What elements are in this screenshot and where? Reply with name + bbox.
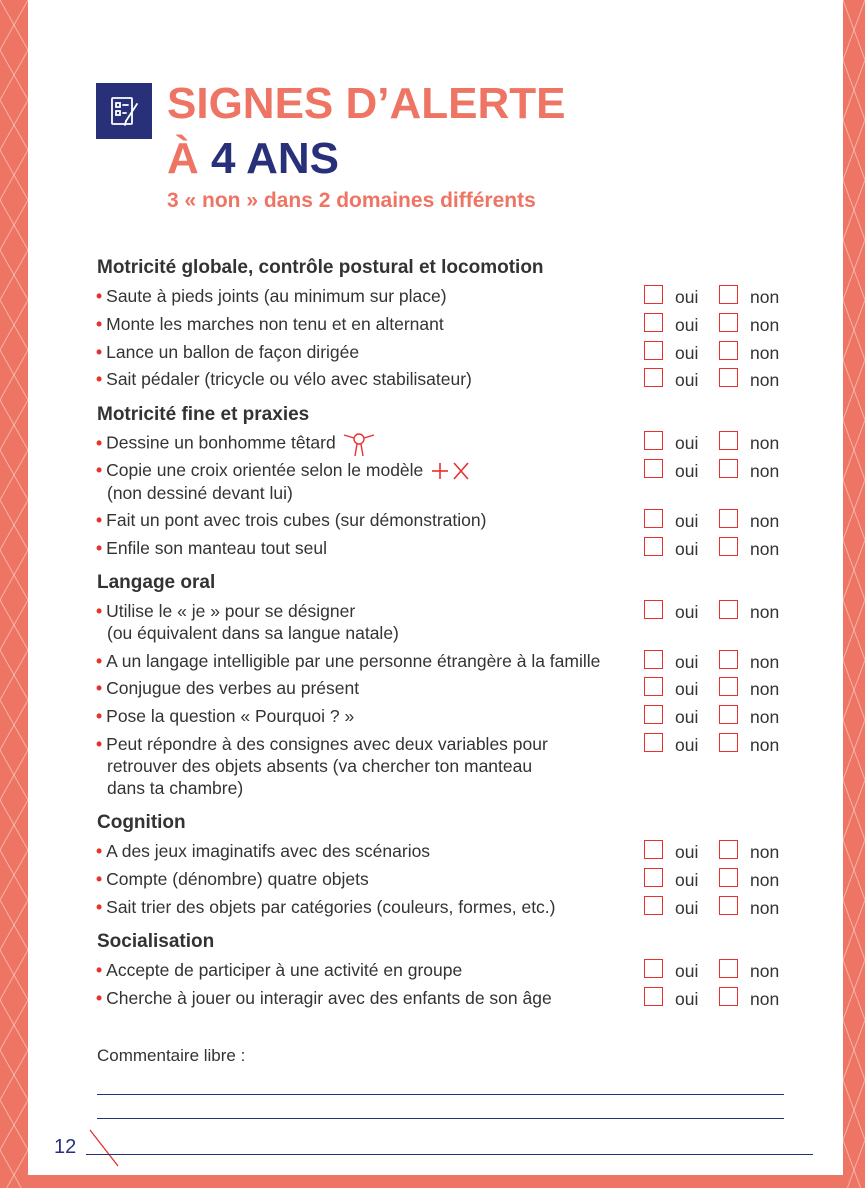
oui-label: oui (675, 652, 699, 672)
oui-checkbox[interactable] (644, 285, 663, 304)
non-checkbox[interactable] (719, 459, 738, 478)
checklist-item (96, 537, 816, 563)
item-label-continued: dans ta chambre) (107, 778, 244, 798)
page-number: 12 (54, 1136, 77, 1158)
item-label: A un langage intelligible par une personne étrangère à la famille (106, 651, 601, 671)
non-label: non (750, 287, 780, 307)
non-checkbox[interactable] (719, 341, 738, 360)
checklist-item (96, 733, 816, 798)
title-age: 4 ANS (211, 134, 339, 183)
checklist-item (96, 509, 816, 535)
non-label: non (750, 461, 780, 481)
oui-checkbox[interactable] (644, 431, 663, 450)
checklist-item (96, 840, 816, 866)
section-title: Motricité fine et praxies (97, 404, 310, 425)
section-title: Langage oral (97, 572, 216, 593)
item-text (96, 959, 641, 981)
item-text (96, 368, 641, 390)
item-label-continued: retrouver des objets absents (va chercher ton manteau (107, 756, 533, 776)
non-checkbox[interactable] (719, 705, 738, 724)
oui-checkbox[interactable] (644, 600, 663, 619)
checklist-item (96, 705, 816, 731)
bullet-icon: • (96, 369, 103, 389)
item-label: Cherche à jouer ou interagir avec des enfants de son âge (106, 988, 552, 1008)
bullet-icon: • (96, 314, 103, 334)
oui-checkbox[interactable] (644, 733, 663, 752)
item-text (96, 840, 641, 862)
item-text (96, 341, 641, 363)
section-title: Socialisation (97, 931, 215, 952)
non-label: non (750, 870, 780, 890)
oui-checkbox[interactable] (644, 341, 663, 360)
non-checkbox[interactable] (719, 840, 738, 859)
oui-checkbox[interactable] (644, 840, 663, 859)
oui-checkbox[interactable] (644, 705, 663, 724)
non-label: non (750, 989, 780, 1009)
oui-label: oui (675, 539, 699, 559)
item-text (96, 600, 641, 644)
comment-line[interactable] (97, 1094, 784, 1095)
checklist-item (96, 677, 816, 703)
oui-label: oui (675, 707, 699, 727)
bullet-icon: • (96, 510, 103, 530)
oui-label: oui (675, 898, 699, 918)
non-label: non (750, 539, 780, 559)
item-label: Saute à pieds joints (au minimum sur place) (106, 286, 447, 306)
section-title: Motricité globale, contrôle postural et locomotion (97, 257, 544, 278)
oui-label: oui (675, 870, 699, 890)
non-checkbox[interactable] (719, 677, 738, 696)
non-checkbox[interactable] (719, 868, 738, 887)
non-label: non (750, 735, 780, 755)
item-label: Sait pédaler (tricycle ou vélo avec stabilisateur) (106, 369, 472, 389)
item-label: A des jeux imaginatifs avec des scénarios (106, 841, 431, 861)
item-label: Fait un pont avec trois cubes (sur démonstration) (106, 510, 487, 530)
oui-checkbox[interactable] (644, 868, 663, 887)
non-checkbox[interactable] (719, 733, 738, 752)
checklist-item (96, 896, 816, 922)
non-checkbox[interactable] (719, 285, 738, 304)
item-label: Conjugue des verbes au présent (106, 678, 360, 698)
oui-label: oui (675, 511, 699, 531)
non-label: non (750, 707, 780, 727)
non-label: non (750, 652, 780, 672)
checklist-item (96, 959, 816, 985)
non-label: non (750, 511, 780, 531)
footer-line (86, 1154, 813, 1155)
non-checkbox[interactable] (719, 313, 738, 332)
non-checkbox[interactable] (719, 537, 738, 556)
item-label: Utilise le « je » pour se désigner (106, 601, 356, 621)
oui-label: oui (675, 370, 699, 390)
oui-checkbox[interactable] (644, 959, 663, 978)
bullet-icon: • (96, 538, 103, 558)
comment-label: Commentaire libre : (97, 1046, 246, 1065)
bullet-icon: • (96, 601, 103, 621)
checklist-item (96, 650, 816, 676)
non-label: non (750, 433, 780, 453)
bullet-icon: • (96, 706, 103, 726)
oui-checkbox[interactable] (644, 987, 663, 1006)
item-label: Accepte de participer à une activité en groupe (106, 960, 463, 980)
item-text (96, 313, 641, 335)
bullet-icon: • (96, 960, 103, 980)
comment-line[interactable] (97, 1118, 784, 1119)
bullet-icon: • (96, 897, 103, 917)
checklist-item (96, 431, 816, 457)
non-checkbox[interactable] (719, 987, 738, 1006)
checklist-item (96, 313, 816, 339)
oui-label: oui (675, 961, 699, 981)
checklist-item (96, 868, 816, 894)
bullet-icon: • (96, 432, 103, 453)
bullet-icon: • (96, 286, 103, 306)
item-label: Enfile son manteau tout seul (106, 538, 327, 558)
checklist-icon (96, 83, 152, 139)
oui-label: oui (675, 602, 699, 622)
checklist-item (96, 285, 816, 311)
item-text (96, 733, 641, 799)
oui-checkbox[interactable] (644, 459, 663, 478)
oui-label: oui (675, 989, 699, 1009)
item-text (96, 677, 641, 699)
item-label: Monte les marches non tenu et en alternant (106, 314, 444, 334)
checklist-item (96, 987, 816, 1013)
non-checkbox[interactable] (719, 896, 738, 915)
bullet-icon: • (96, 988, 103, 1008)
item-label: Copie une croix orientée selon le modèle (106, 460, 424, 480)
non-label: non (750, 370, 780, 390)
bullet-icon: • (96, 841, 103, 861)
footer-slash-mark (88, 1128, 120, 1168)
left-decorative-border (0, 0, 28, 1188)
oui-label: oui (675, 433, 699, 453)
non-checkbox[interactable] (719, 600, 738, 619)
item-text (96, 705, 641, 727)
non-checkbox[interactable] (719, 368, 738, 387)
item-text (96, 868, 641, 890)
oui-label: oui (675, 343, 699, 363)
item-text (96, 285, 641, 307)
non-checkbox[interactable] (719, 431, 738, 450)
checklist-item (96, 600, 816, 643)
section-title: Cognition (97, 812, 186, 833)
item-text (96, 650, 641, 672)
checklist-item (96, 368, 816, 394)
tadpole-figure-icon (342, 431, 376, 457)
crosses-icon (429, 460, 473, 482)
non-checkbox[interactable] (719, 650, 738, 669)
page (28, 0, 843, 1175)
item-label: Sait trier des objets par catégories (couleurs, formes, etc.) (106, 897, 556, 917)
item-label: Dessine un bonhomme têtard (106, 432, 336, 453)
item-text (96, 459, 641, 504)
item-label-continued: (ou équivalent dans sa langue natale) (107, 623, 399, 643)
item-text (96, 509, 641, 531)
oui-label: oui (675, 679, 699, 699)
oui-label: oui (675, 735, 699, 755)
bullet-icon: • (96, 460, 103, 480)
item-label: Peut répondre à des consignes avec deux variables pour (106, 734, 548, 754)
item-text (96, 431, 641, 457)
item-text (96, 987, 641, 1009)
bullet-icon: • (96, 734, 103, 754)
title-accent: À (167, 134, 199, 183)
non-label: non (750, 842, 780, 862)
non-label: non (750, 315, 780, 335)
bullet-icon: • (96, 342, 103, 362)
checklist-item (96, 459, 816, 504)
oui-checkbox[interactable] (644, 896, 663, 915)
item-label: Lance un ballon de façon dirigée (106, 342, 360, 362)
oui-checkbox[interactable] (644, 677, 663, 696)
non-checkbox[interactable] (719, 959, 738, 978)
item-label-continued: (non dessiné devant lui) (107, 483, 293, 504)
oui-checkbox[interactable] (644, 313, 663, 332)
item-text (96, 537, 641, 559)
checklist-item (96, 341, 816, 367)
non-label: non (750, 961, 780, 981)
oui-label: oui (675, 461, 699, 481)
oui-label: oui (675, 315, 699, 335)
item-label: Compte (dénombre) quatre objets (106, 869, 369, 889)
non-label: non (750, 898, 780, 918)
oui-label: oui (675, 842, 699, 862)
page-title: SIGNES D’ALERTE (167, 79, 566, 128)
item-text (96, 896, 641, 918)
page-title-age (167, 135, 339, 183)
non-checkbox[interactable] (719, 509, 738, 528)
item-label: Pose la question « Pourquoi ? » (106, 706, 355, 726)
oui-checkbox[interactable] (644, 509, 663, 528)
bullet-icon: • (96, 678, 103, 698)
right-decorative-border (843, 0, 865, 1188)
page-subtitle: 3 « non » dans 2 domaines différents (167, 189, 536, 212)
bullet-icon: • (96, 869, 103, 889)
non-label: non (750, 602, 780, 622)
oui-checkbox[interactable] (644, 650, 663, 669)
oui-checkbox[interactable] (644, 537, 663, 556)
non-label: non (750, 343, 780, 363)
non-label: non (750, 679, 780, 699)
oui-checkbox[interactable] (644, 368, 663, 387)
bullet-icon: • (96, 651, 103, 671)
oui-label: oui (675, 287, 699, 307)
